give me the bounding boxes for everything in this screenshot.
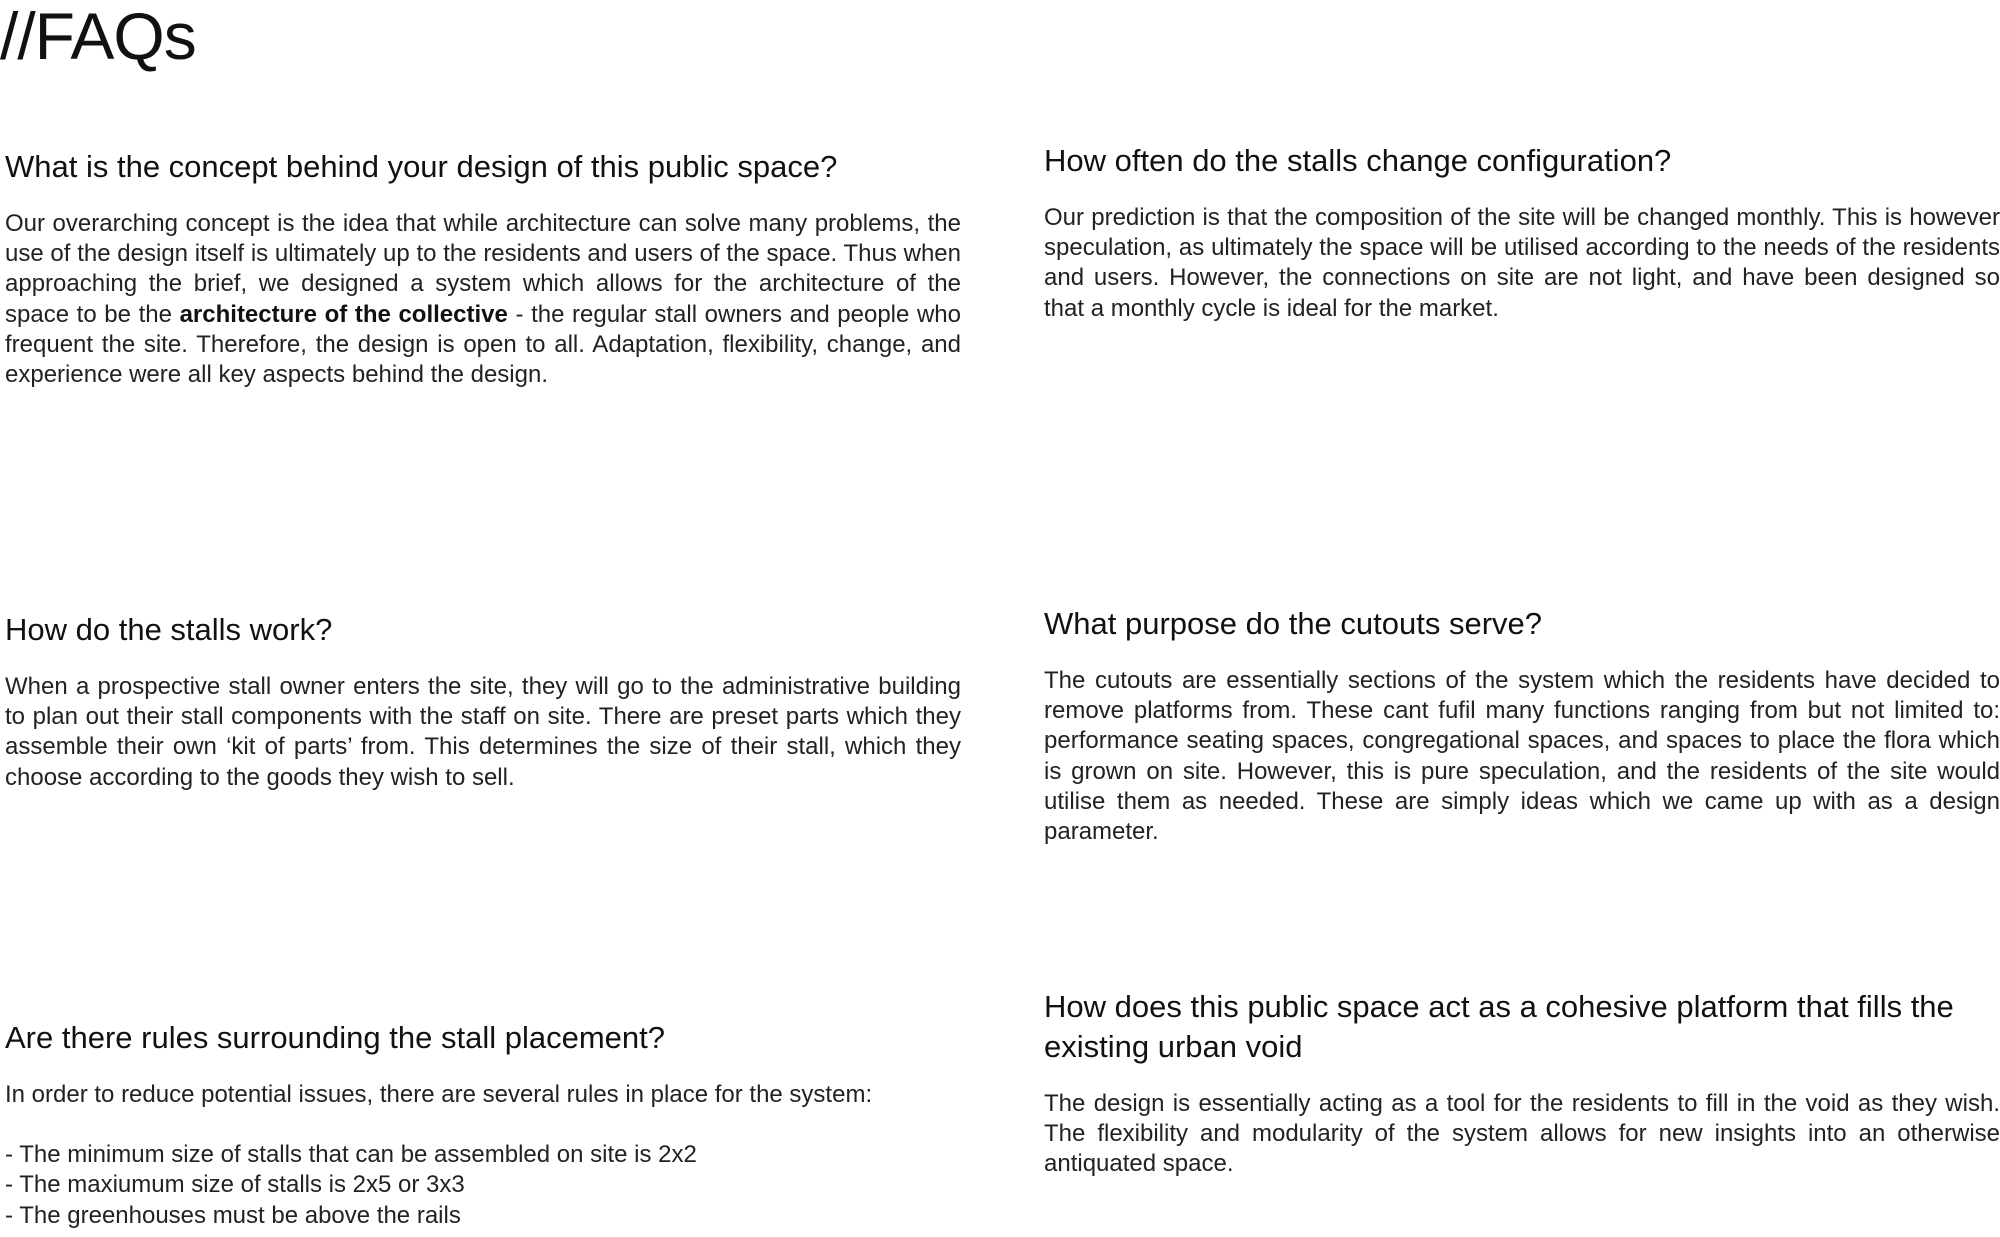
faq-configuration xyxy=(1044,141,2000,324)
faq-concept xyxy=(5,147,961,390)
faq-answer: The cutouts are essentially sections of the system which the residents have decided to remove platforms from. These cant fufil many functions ranging from but not limited to: performance seating spaces, congregational spaces, and spaces to place the flora which is grown on site. However, this is pure speculation, and the residents of the site would utilise them as needed. These are simply ideas which we came up with as a design parameter. xyxy=(1044,667,2000,846)
faq-question: How do the stalls work? xyxy=(5,612,333,647)
faq-question: What is the concept behind your design of this public space? xyxy=(5,149,838,184)
rules-list xyxy=(5,1140,961,1231)
faq-stalls-work xyxy=(5,610,961,793)
faq-cutouts xyxy=(1044,604,2000,847)
page-title: //FAQs xyxy=(0,0,196,73)
faq-answer: The design is essentially acting as a tool for the residents to fill in the void as they wish. The flexibility and modularity of the system allows for new insights into an otherwise antiquated space. xyxy=(1044,1090,2000,1178)
faq-question: Are there rules surrounding the stall placement? xyxy=(5,1020,665,1055)
faq-question: How often do the stalls change configuration? xyxy=(1044,143,1672,178)
faq-answer-emphasis: architecture of the collective xyxy=(179,300,508,328)
rules-list-item: - The maxiumum size of stalls is 2x5 or 3x3 xyxy=(5,1171,465,1199)
faq-answer xyxy=(5,209,961,390)
rules-list-item: - The minimum size of stalls that can be assembled on site is 2x2 xyxy=(5,1141,697,1169)
faq-question: What purpose do the cutouts serve? xyxy=(1044,606,1543,641)
faq-answer-text: Our overarching concept is the idea that while architecture can solve many problems, the use of the design itself is ultimately up to the residents and users of the space. Thus when approaching the brief, we designed a system which allows for the architecture of the space to be the xyxy=(5,210,961,328)
faq-cohesive xyxy=(1044,987,2000,1180)
faq-answer-text-continued: - the regular stall owners and people who frequent the site. Therefore, the design is open to all. Adaptation, flexibility, change, and experience were all key aspects behind the design. xyxy=(5,300,962,389)
faq-question: How does this public space act as a cohesive platform that fills the existing urban void xyxy=(1044,989,1954,1064)
faq-answer: When a prospective stall owner enters the site, they will go to the administrative building to plan out their stall components with the staff on site. There are preset parts which they assemble their own ‘kit of parts’ from. This determines the size of their stall, which they choose according to the goods they wish to sell. xyxy=(5,673,961,791)
faq-rules xyxy=(5,1018,961,1231)
faq-answer-intro: In order to reduce potential issues, there are several rules in place for the system: xyxy=(5,1081,873,1108)
rules-list-item: - The greenhouses must be above the rails xyxy=(5,1201,461,1229)
faq-answer: Our prediction is that the composition of the site will be changed monthly. This is however speculation, as ultimately the space will be utilised according to the needs of the residents and users. However, the connections on site are not light, and have been designed so that a monthly cycle is ideal for the market. xyxy=(1044,204,2000,322)
